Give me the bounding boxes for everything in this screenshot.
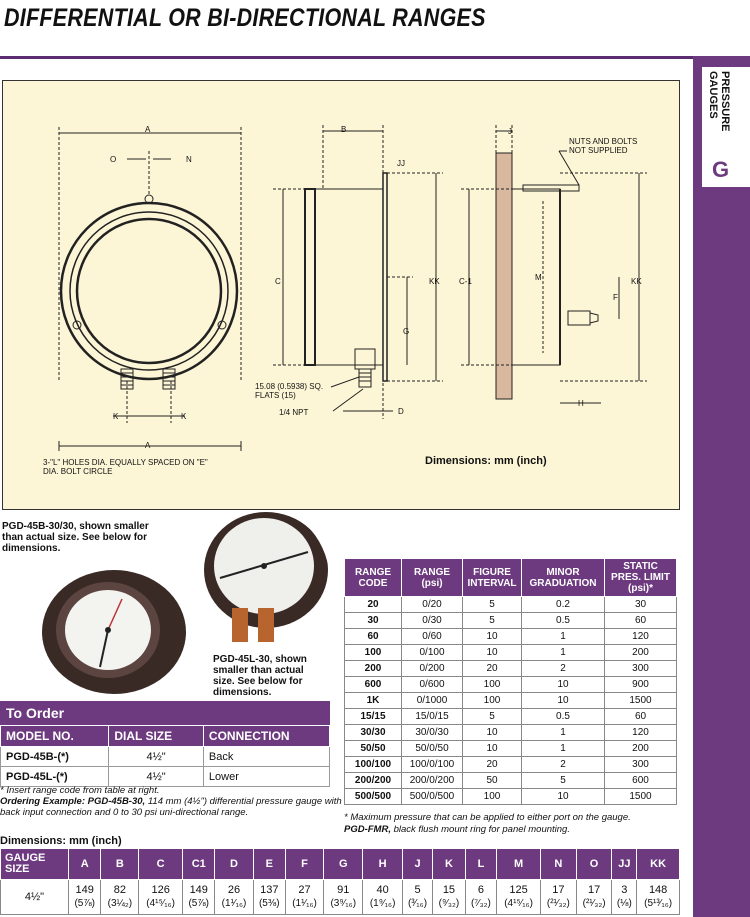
dim-cell: 137 (5⅜) [253, 880, 285, 915]
dimensions-section [0, 848, 680, 915]
dims-col-g: G [324, 849, 363, 880]
to-order-section [0, 701, 330, 787]
dims-col-kk: KK [637, 849, 680, 880]
dim-cell: 148 (5¹³⁄₁₆) [637, 880, 680, 915]
range-col-static: STATIC PRES. LIMIT (psi)* [605, 559, 677, 597]
dim-cell: 17 (²¹⁄₃₂) [540, 880, 576, 915]
pgd45b-photo [36, 567, 188, 697]
dims-col-e: E [253, 849, 285, 880]
dim-b: B [341, 125, 347, 134]
dims-col-c1: C1 [183, 849, 215, 880]
order-notes [0, 785, 345, 818]
dims-col-h: H [363, 849, 402, 880]
technical-drawing [2, 80, 680, 510]
table-row: 100/100 100/0/100 20 2 300 [345, 757, 677, 773]
table-row: PGD-45B-(*) 4½" Back [1, 747, 330, 767]
table-row: PGD-45L-(*) 4½" Lower [1, 767, 330, 787]
table-row: 15/15 15/0/15 5 0.5 60 [345, 709, 677, 725]
dim-cell: 91 (3⁹⁄₁₆) [324, 880, 363, 915]
pgd45l-photo [200, 508, 330, 658]
range-table [344, 558, 677, 805]
dims-col-f: F [285, 849, 323, 880]
dim-j: J [508, 127, 512, 136]
table-row: 600 0/600 100 10 900 [345, 677, 677, 693]
nuts-bolts-note: NUTS AND BOLTS NOT SUPPLIED [569, 137, 638, 155]
dims-col-j: J [402, 849, 432, 880]
dim-h: H [578, 399, 584, 408]
table-row: 500/500 500/0/500 100 10 1500 [345, 789, 677, 805]
dim-cell: 15 (⁹⁄₃₂) [433, 880, 465, 915]
dim-jj: JJ [397, 159, 405, 168]
section-tab[interactable] [700, 65, 750, 189]
range-section [344, 558, 677, 805]
table-row [1, 880, 680, 915]
flats-note: 15.08 (0.5938) SQ. FLATS (15) [255, 382, 324, 400]
order-col-dial: DIAL SIZE [109, 726, 204, 747]
dim-c: C [275, 277, 281, 286]
table-row: 200 0/200 20 2 300 [345, 661, 677, 677]
npt-note: 1/4 NPT [279, 408, 309, 417]
dims-col-a: A [69, 849, 101, 880]
table-row: 50/50 50/0/50 10 1 200 [345, 741, 677, 757]
to-order-heading: To Order [0, 701, 330, 725]
caption-pgd45l: PGD-45L-30, shown smaller than actual size. See below for dimensions. [213, 654, 307, 698]
table-row: 30/30 30/0/30 10 1 120 [345, 725, 677, 741]
gauge-size: 4½" [1, 880, 69, 915]
dim-d: D [398, 407, 404, 416]
max-pressure-note: * Maximum pressure that can be applied to either port on the gauge. [344, 812, 631, 823]
dim-cell: 17 (²¹⁄₃₂) [576, 880, 612, 915]
dims-col-n: N [540, 849, 576, 880]
dim-a-top: A [145, 125, 151, 134]
range-code-note: * Insert range code from table at right. [0, 785, 160, 796]
dim-k-right: K [181, 412, 187, 421]
page-title: DIFFERENTIAL OR BI-DIRECTIONAL RANGES [4, 4, 486, 32]
dim-c1: C-1 [459, 277, 472, 286]
dims-col-b: B [101, 849, 139, 880]
dim-cell: 126 (4¹⁵⁄₁₆) [139, 880, 183, 915]
dims-col-c: C [139, 849, 183, 880]
table-row: 30 0/30 5 0.5 60 [345, 613, 677, 629]
order-table [0, 725, 330, 787]
order-col-model: MODEL NO. [1, 726, 109, 747]
dim-cell: 27 (1¹⁄₁₆) [285, 880, 323, 915]
dim-a-bottom: A [145, 441, 151, 450]
title-rule [0, 56, 710, 59]
range-col-range: RANGE (psi) [402, 559, 463, 597]
dim-g: G [403, 327, 410, 336]
dimensions-table [0, 848, 680, 915]
dim-k-left: K [113, 412, 119, 421]
range-col-code: RANGE CODE [345, 559, 402, 597]
range-col-minor: MINOR GRADUATION [522, 559, 605, 597]
table-row: 200/200 200/0/200 50 5 600 [345, 773, 677, 789]
dimensions-label: Dimensions: mm (inch) [0, 835, 122, 847]
dim-kk-right: KK [631, 277, 642, 286]
dim-cell: 6 (⁷⁄₃₂) [465, 880, 497, 915]
dim-m: M [535, 273, 542, 282]
dim-n: N [186, 155, 192, 164]
dims-col-k: K [433, 849, 465, 880]
dim-f: F [613, 293, 618, 302]
ordering-example: Ordering Example: PGD-45B-30, 114 mm (4½") differential pressure gauge with back input connection and 0 to 30 psi uni-directional range. [0, 796, 342, 818]
caption-pgd45b: PGD-45B-30/30, shown smaller than actual size. See below for dimensions. [2, 521, 149, 554]
dims-col-m: M [497, 849, 541, 880]
dim-cell: 82 (3¼₂) [101, 880, 139, 915]
dims-col-o: O [576, 849, 612, 880]
table-row: 100 0/100 10 1 200 [345, 645, 677, 661]
holes-note: 3-"L" HOLES DIA. EQUALLY SPACED ON "E" DIA. BOLT CIRCLE [43, 458, 208, 476]
dim-cell: 125 (4¹⁵⁄₁₆) [497, 880, 541, 915]
dim-cell: 5 (³⁄₁₆) [402, 880, 432, 915]
dim-cell: 149 (5⅞) [183, 880, 215, 915]
dim-cell: 3 (⅛) [612, 880, 637, 915]
dims-col-d: D [215, 849, 253, 880]
dims-col-jj: JJ [612, 849, 637, 880]
dims-col-l: L [465, 849, 497, 880]
table-row: 20 0/20 5 0.2 30 [345, 597, 677, 613]
tab-letter: G [712, 157, 730, 182]
order-col-connection: CONNECTION [203, 726, 329, 747]
drawing-dimensions-note: Dimensions: mm (inch) [425, 455, 547, 467]
flush-mount-note: PGD-FMR, black flush mount ring for panel mounting. [344, 824, 570, 835]
tab-label: PRESSURE GAUGES [707, 71, 731, 132]
dim-cell: 26 (1¹⁄₁₆) [215, 880, 253, 915]
range-col-interval: FIGURE INTERVAL [463, 559, 522, 597]
dim-cell: 149 (5⅞) [69, 880, 101, 915]
table-row: 1K 0/1000 100 10 1500 [345, 693, 677, 709]
dim-cell: 40 (1⁹⁄₁₆) [363, 880, 402, 915]
range-notes [344, 812, 684, 836]
dim-kk-side: KK [429, 277, 440, 286]
table-row: 60 0/60 10 1 120 [345, 629, 677, 645]
dim-o: O [110, 155, 117, 164]
dims-col-gauge-size: GAUGE SIZE [1, 849, 69, 880]
